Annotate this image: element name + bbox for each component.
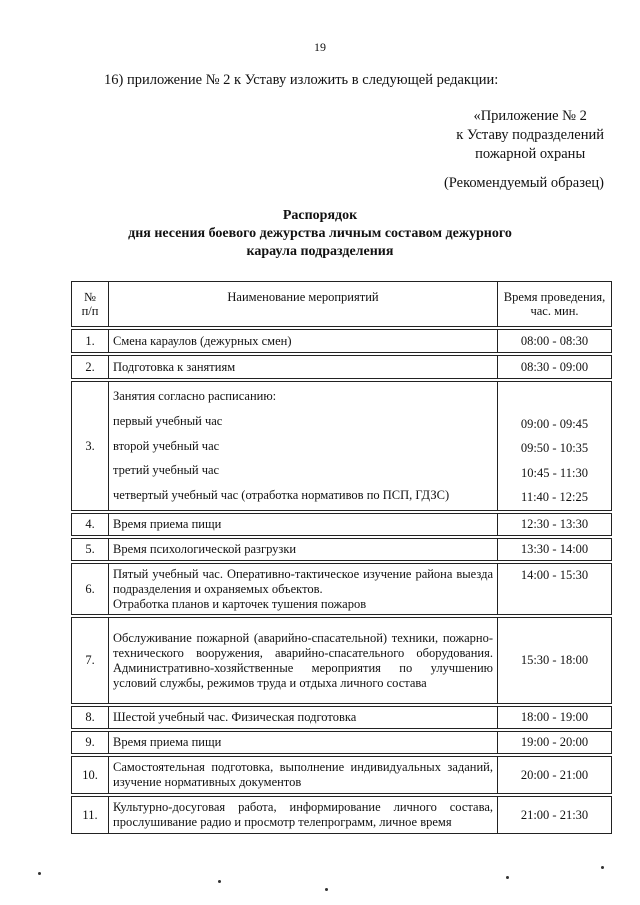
row-number: 2.	[71, 355, 109, 379]
table-row	[71, 796, 612, 834]
lesson-item: первый учебный час	[113, 413, 223, 428]
lesson-times	[502, 417, 607, 505]
table-row	[71, 513, 612, 536]
row-time: 08:00 - 08:30	[498, 329, 612, 353]
header-time-line: Время проведения,	[503, 290, 606, 304]
lesson-item: второй учебный час	[113, 438, 220, 453]
row-time: 14:00 - 15:30	[498, 563, 612, 615]
lesson-time: 09:50 - 10:35	[520, 441, 589, 456]
scan-speck	[601, 866, 604, 869]
row-number: 8.	[71, 706, 109, 729]
header-activity	[109, 281, 498, 327]
row-activity: Обслуживание пожарной (аварийно-спасательной) техники, пожарно-технического вооружения, аварийно-спасательного оборудования. Административно-хозяйственные мероприятия по улучшению условий службы, режимов труда и отдыха личного состава	[109, 617, 498, 704]
header-time	[498, 281, 612, 327]
row-number: 6.	[71, 563, 109, 615]
row-number: 11.	[71, 796, 109, 834]
row-time: 18:00 - 19:00	[498, 706, 612, 729]
row-number: 4.	[71, 513, 109, 536]
row-number: 7.	[71, 617, 109, 704]
table-row	[71, 563, 612, 615]
row-activity: Смена караулов (дежурных смен)	[109, 329, 498, 353]
header-time-line: час. мин.	[530, 304, 579, 318]
amendment-text: 16) приложение № 2 к Уставу изложить в следующей редакции:	[104, 72, 499, 88]
document-title	[0, 207, 640, 261]
table-row	[71, 706, 612, 729]
header-activity-label: Наименование мероприятий	[227, 290, 379, 304]
row-activity: Шестой учебный час. Физическая подготовка	[109, 706, 498, 729]
scan-speck	[38, 872, 41, 875]
sample-note: (Рекомендуемый образец)	[443, 175, 604, 191]
scan-speck	[506, 876, 509, 879]
title-line: караула подразделения	[246, 244, 394, 259]
row-number: 9.	[71, 731, 109, 754]
lesson-time: 10:45 - 11:30	[521, 465, 588, 480]
row-activity: Время психологической разгрузки	[109, 538, 498, 561]
schedule-table	[71, 279, 612, 836]
appendix-line: к Уставу подразделений	[456, 127, 604, 143]
header-number-line: №	[84, 290, 96, 304]
row-number: 1.	[71, 329, 109, 353]
row-time: 15:30 - 18:00	[498, 617, 612, 704]
row-activity: Подготовка к занятиям	[109, 355, 498, 379]
lesson-item: четвертый учебный час (отработка нормативов по ПСП, ГДЗС)	[113, 488, 450, 502]
row-time: 08:30 - 09:00	[498, 355, 612, 379]
title-line: дня несения боевого дежурства личным составом дежурного	[128, 226, 512, 241]
table-row	[71, 355, 612, 379]
appendix-heading	[456, 107, 604, 164]
table-row	[71, 381, 612, 511]
title-line: Распорядок	[282, 208, 358, 223]
row-number: 10.	[71, 756, 109, 794]
table-row	[71, 329, 612, 353]
table-row	[71, 617, 612, 704]
row-time: 21:00 - 21:30	[498, 796, 612, 834]
row-activity: Время приема пищи	[109, 513, 498, 536]
header-number	[71, 281, 109, 327]
row-activity-text: Пятый учебный час. Оперативно-тактическое изучение района выезда подразделения и охраняемых объектов.	[113, 566, 493, 596]
appendix-line: «Приложение № 2	[473, 108, 587, 124]
row-time: 13:30 - 14:00	[498, 538, 612, 561]
table-header-row	[71, 281, 612, 327]
lesson-item: третий учебный час	[113, 463, 220, 478]
row-number: 5.	[71, 538, 109, 561]
scan-speck	[325, 888, 328, 891]
row-time	[498, 381, 612, 511]
row-time: 20:00 - 21:00	[498, 756, 612, 794]
row-number: 3.	[71, 381, 109, 511]
lesson-list	[113, 389, 493, 503]
header-number-line: п/п	[81, 304, 99, 318]
lesson-time: 11:40 - 12:25	[521, 489, 588, 504]
table-row	[71, 731, 612, 754]
table-row	[71, 756, 612, 794]
row-time: 12:30 - 13:30	[498, 513, 612, 536]
page-number: 19	[314, 40, 326, 54]
row-activity	[109, 563, 498, 615]
row-activity: Культурно-досуговая работа, информирование личного состава, прослушивание радио и просмотр телепрограмм, личное время	[109, 796, 498, 834]
row-activity: Время приема пищи	[109, 731, 498, 754]
row-activity	[109, 381, 498, 511]
lesson-intro: Занятия согласно расписанию:	[113, 389, 277, 403]
appendix-line: пожарной охраны	[475, 146, 586, 162]
row-time: 19:00 - 20:00	[498, 731, 612, 754]
row-activity-text: Отработка планов и карточек тушения пожаров	[113, 596, 367, 611]
table-row	[71, 538, 612, 561]
lesson-time: 09:00 - 09:45	[520, 417, 589, 431]
scan-speck	[218, 880, 221, 883]
row-activity: Самостоятельная подготовка, выполнение индивидуальных заданий, изучение нормативных документов	[109, 756, 498, 794]
